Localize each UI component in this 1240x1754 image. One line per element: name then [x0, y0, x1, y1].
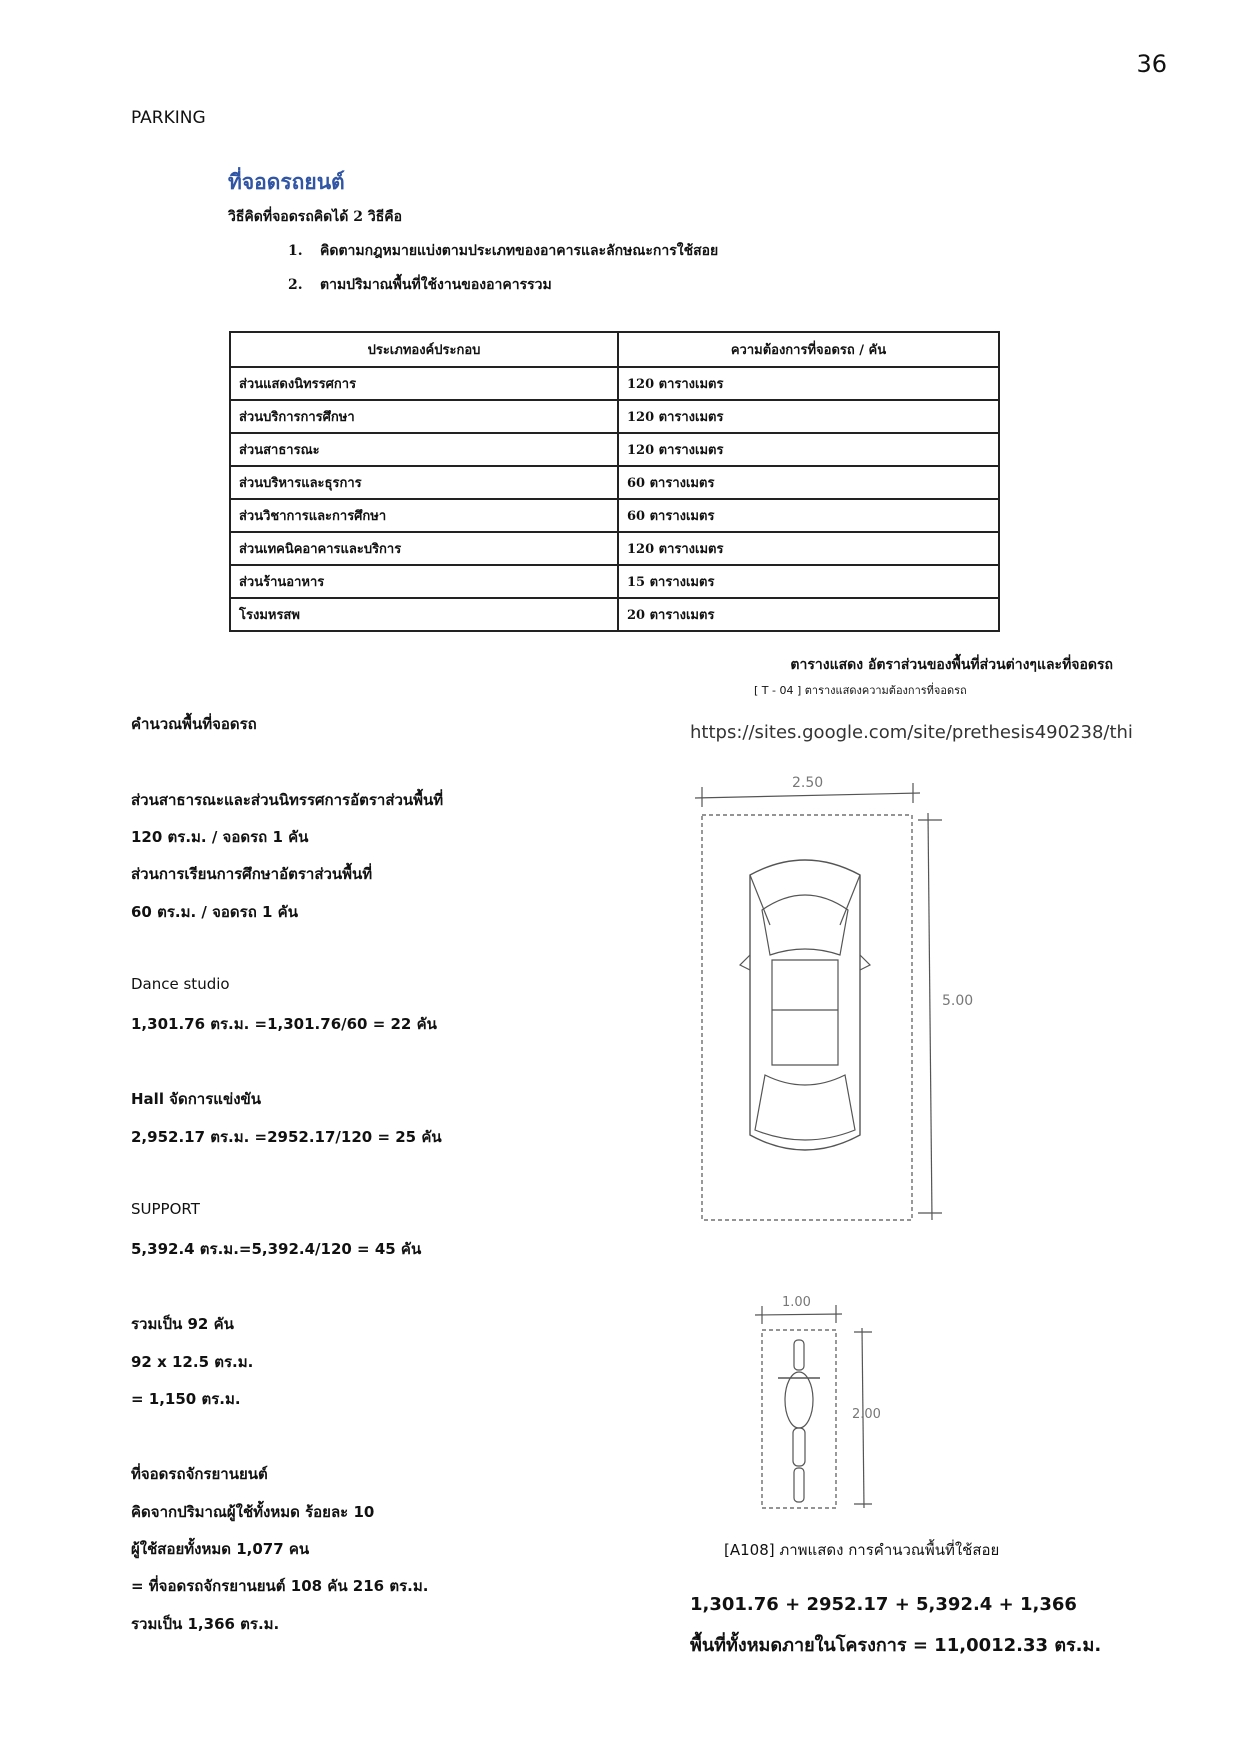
moto-length-label: 2.00: [852, 1407, 881, 1422]
table-row: [230, 400, 999, 433]
table-header-cell: ประเภทองค์ประกอบ: [230, 332, 618, 367]
table-cell: ส่วนแสดงนิทรรศการ: [230, 367, 618, 400]
motorcycle-body: [785, 1372, 813, 1428]
table-cell: 120 ตารางเมตร: [618, 433, 999, 466]
table-header-cell: ความต้องการที่จอดรถ / คัน: [618, 332, 999, 367]
total-line: รวมเป็น 92 คัน: [131, 1315, 234, 1333]
car-rear-window: [755, 1075, 855, 1140]
total-line: = 1,150 ตร.ม.: [131, 1390, 241, 1408]
car-parking-sketch: [680, 765, 974, 1245]
figure-caption: [A108] ภาพแสดง การคำนวณพื้นที่ใช้สอย: [724, 1541, 1000, 1559]
car-detail-line: [840, 875, 860, 925]
method-text: คิดตามกฎหมายแบ่งตามประเภทของอาคารและลักษณะการใช้สอย: [320, 243, 719, 259]
table-row: [230, 367, 999, 400]
moto-line: รวมเป็น 1,366 ตร.ม.: [131, 1615, 280, 1633]
dimension-line: [755, 1314, 842, 1315]
motorcycle-seat: [793, 1428, 805, 1466]
moto-line: ผู้ใช้สอยทั้งหมด 1,077 คน: [131, 1540, 310, 1558]
table-reference: [ T - 04 ] ตารางแสดงความต้องการที่จอดรถ: [754, 684, 967, 697]
method-number: 2.: [288, 277, 303, 293]
moto-width-label: 1.00: [782, 1295, 811, 1310]
item-name: Hall จัดการแข่งขัน: [131, 1090, 262, 1108]
motorcycle-rear-wheel: [794, 1468, 804, 1502]
parking-bay-outline: [702, 815, 912, 1220]
ratio-line: ส่วนการเรียนการศึกษาอัตราส่วนพื้นที่: [131, 865, 373, 883]
moto-line: = ที่จอดรถจักรยานยนต์ 108 คัน 216 ตร.ม.: [131, 1577, 429, 1595]
reference-subheading: วิธีคิดที่จอดรถคิดได้ 2 วิธีคือ: [228, 209, 403, 225]
table-cell: 15 ตารางเมตร: [618, 565, 999, 598]
summary-total: พื้นที่ทั้งหมดภายในโครงการ = 11,0012.33 ตร.ม.: [690, 1635, 1102, 1656]
item-formula: 1,301.76 ตร.ม. =1,301.76/60 = 22 คัน: [131, 1015, 437, 1033]
moto-line: คิดจากปริมาณผู้ใช้ทั้งหมด ร้อยละ 10: [131, 1503, 375, 1521]
table-cell: ส่วนร้านอาหาร: [230, 565, 618, 598]
table-cell: ส่วนวิชาการและการศึกษา: [230, 499, 618, 532]
method-item: [288, 240, 718, 262]
table-cell: ส่วนเทคนิคอาคารและบริการ: [230, 532, 618, 565]
table-cell: 120 ตารางเมตร: [618, 532, 999, 565]
table-caption: ตารางแสดง อัตราส่วนของพื้นที่ส่วนต่างๆและที่จอดรถ: [790, 657, 1113, 673]
calc-title: คำนวณพื้นที่จอดรถ: [131, 715, 257, 733]
car-mirror: [740, 955, 750, 970]
ratio-line: 120 ตร.ม. / จอดรถ 1 คัน: [131, 828, 309, 846]
table-cell: 120 ตารางเมตร: [618, 367, 999, 400]
total-line: 92 x 12.5 ตร.ม.: [131, 1353, 254, 1371]
table-cell: ส่วนบริหารและธุรการ: [230, 466, 618, 499]
car-body: [750, 860, 860, 1150]
table-cell: 20 ตารางเมตร: [618, 598, 999, 631]
car-length-label: 5.00: [942, 993, 974, 1009]
page-number: 36: [1136, 50, 1167, 78]
car-windshield: [762, 895, 848, 955]
ratio-line: 60 ตร.ม. / จอดรถ 1 คัน: [131, 903, 298, 921]
table-cell: 60 ตารางเมตร: [618, 466, 999, 499]
table-row: [230, 499, 999, 532]
moto-line: ที่จอดรถจักรยานยนต์: [131, 1465, 268, 1483]
item-formula: 5,392.4 ตร.ม.=5,392.4/120 = 45 คัน: [131, 1240, 422, 1258]
table-row: [230, 433, 999, 466]
ratio-line: ส่วนสาธารณะและส่วนนิทรรศการอัตราส่วนพื้นที่: [131, 791, 444, 809]
table-row: [230, 532, 999, 565]
car-mirror: [860, 955, 870, 970]
table-row: [230, 466, 999, 499]
item-formula: 2,952.17 ตร.ม. =2952.17/120 = 25 คัน: [131, 1128, 442, 1146]
summary-sum: 1,301.76 + 2952.17 + 5,392.4 + 1,366: [690, 1594, 1077, 1615]
parking-requirement-table: [229, 331, 1000, 632]
table-cell: โรงมหรสพ: [230, 598, 618, 631]
item-name: SUPPORT: [131, 1200, 200, 1218]
table-row: [230, 565, 999, 598]
section-title: PARKING: [131, 108, 206, 128]
parking-bay-outline: [762, 1330, 836, 1508]
table-cell: 60 ตารางเมตร: [618, 499, 999, 532]
method-number: 1.: [288, 243, 303, 259]
table-cell: 120 ตารางเมตร: [618, 400, 999, 433]
motorcycle-parking-sketch: [750, 1290, 890, 1520]
source-url[interactable]: https://sites.google.com/site/prethesis490238/thi: [690, 722, 1133, 743]
table-header-row: [230, 332, 999, 367]
car-width-label: 2.50: [792, 775, 824, 791]
motorcycle-front-wheel: [794, 1340, 804, 1370]
item-name: Dance studio: [131, 975, 230, 993]
car-roof: [772, 960, 838, 1065]
dimension-line: [695, 793, 920, 798]
reference-heading: ที่จอดรถยนต์: [228, 169, 345, 194]
car-detail-line: [750, 875, 770, 925]
method-item: [288, 274, 552, 296]
table-cell: ส่วนบริการการศึกษา: [230, 400, 618, 433]
table-row: [230, 598, 999, 631]
method-text: ตามปริมาณพื้นที่ใช้งานของอาคารรวม: [320, 277, 552, 293]
table-cell: ส่วนสาธารณะ: [230, 433, 618, 466]
dimension-line: [928, 813, 932, 1220]
